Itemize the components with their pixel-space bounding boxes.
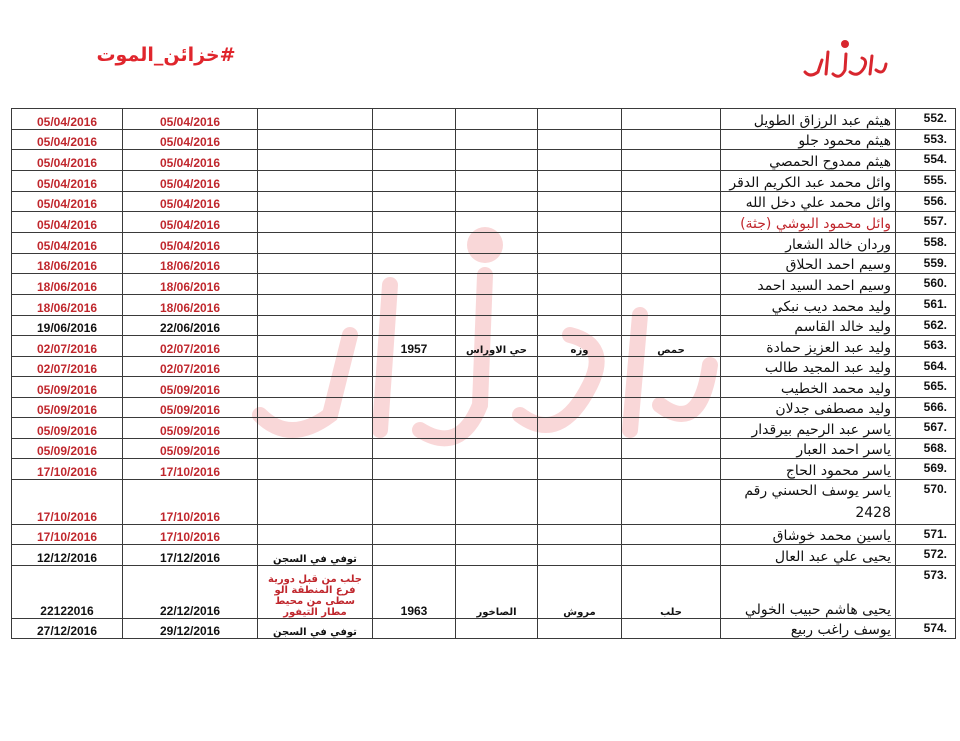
table-row (12, 150, 956, 171)
release-date: 19/06/2016 (12, 316, 123, 336)
table-row (12, 418, 956, 439)
person-name: هيثم عبد الرزاق الطويل (721, 109, 896, 130)
birth-year (373, 254, 456, 274)
governorate (622, 254, 721, 274)
row-number: 560. (896, 274, 956, 295)
record-date: 05/04/2016 (123, 130, 258, 150)
release-date: 05/04/2016 (12, 233, 123, 254)
notes (258, 171, 373, 192)
table-row (12, 109, 956, 130)
table-row (12, 130, 956, 150)
birth-year (373, 192, 456, 212)
person-name: هيثم محمود جلو (721, 130, 896, 150)
record-date: 22/06/2016 (123, 316, 258, 336)
area (538, 398, 622, 418)
governorate (622, 212, 721, 233)
birth-year (373, 619, 456, 639)
area (538, 171, 622, 192)
release-date: 17/10/2016 (12, 525, 123, 545)
notes (258, 274, 373, 295)
governorate: حمص (622, 336, 721, 357)
area (538, 130, 622, 150)
area (538, 316, 622, 336)
location (456, 357, 538, 377)
table-row (12, 480, 956, 525)
table-row (12, 212, 956, 233)
release-date: 05/09/2016 (12, 418, 123, 439)
zaman-alwasl-logo (800, 32, 890, 87)
row-number: 573. (896, 566, 956, 619)
person-name: ياسر احمد العبار (721, 439, 896, 459)
area (538, 480, 622, 525)
record-date: 29/12/2016 (123, 619, 258, 639)
record-date: 17/12/2016 (123, 545, 258, 566)
location (456, 130, 538, 150)
governorate (622, 192, 721, 212)
release-date: 02/07/2016 (12, 357, 123, 377)
row-number: 553. (896, 130, 956, 150)
table-row (12, 545, 956, 566)
area (538, 150, 622, 171)
release-date: 17/10/2016 (12, 459, 123, 480)
hashtag-title: #خزائن_الموت (96, 44, 236, 66)
location (456, 150, 538, 171)
notes (258, 480, 373, 525)
notes (258, 377, 373, 398)
record-date: 05/09/2016 (123, 377, 258, 398)
area (538, 254, 622, 274)
notes (258, 525, 373, 545)
table-row (12, 171, 956, 192)
birth-year (373, 150, 456, 171)
location (456, 545, 538, 566)
release-date: 05/04/2016 (12, 150, 123, 171)
table-row (12, 295, 956, 316)
location (456, 398, 538, 418)
record-date: 05/04/2016 (123, 171, 258, 192)
release-date: 18/06/2016 (12, 274, 123, 295)
location (456, 525, 538, 545)
table-row (12, 274, 956, 295)
birth-year (373, 130, 456, 150)
record-date: 05/09/2016 (123, 398, 258, 418)
person-name: وليد محمد الخطيب (721, 377, 896, 398)
governorate (622, 295, 721, 316)
notes (258, 418, 373, 439)
notes (258, 150, 373, 171)
governorate: حلب (622, 566, 721, 619)
notes (258, 398, 373, 418)
row-number: 562. (896, 316, 956, 336)
row-number: 552. (896, 109, 956, 130)
governorate (622, 439, 721, 459)
location: الصاخور (456, 566, 538, 619)
person-name: وليد محمد ديب نبكي (721, 295, 896, 316)
release-date: 27/12/2016 (12, 619, 123, 639)
birth-year (373, 109, 456, 130)
area (538, 377, 622, 398)
release-date: 05/04/2016 (12, 192, 123, 212)
table-row (12, 233, 956, 254)
location (456, 233, 538, 254)
birth-year (373, 398, 456, 418)
governorate (622, 545, 721, 566)
record-date: 05/04/2016 (123, 192, 258, 212)
birth-year: 1963 (373, 566, 456, 619)
governorate (622, 233, 721, 254)
person-name: ياسين محمد خوشاق (721, 525, 896, 545)
governorate (622, 109, 721, 130)
release-date: 05/09/2016 (12, 377, 123, 398)
row-number: 564. (896, 357, 956, 377)
notes: جلب من قبل دورية فرع المنطقة الو سطى من محيط مطار التيفور (258, 566, 373, 619)
person-name: وسيم احمد السيد احمد (721, 274, 896, 295)
area (538, 439, 622, 459)
person-name: وائل محمود البوشي (جثة) (721, 212, 896, 233)
record-date: 22/12/2016 (123, 566, 258, 619)
notes (258, 439, 373, 459)
release-date: 02/07/2016 (12, 336, 123, 357)
row-number: 569. (896, 459, 956, 480)
row-number: 574. (896, 619, 956, 639)
table-row (12, 192, 956, 212)
table-row (12, 357, 956, 377)
record-date: 18/06/2016 (123, 274, 258, 295)
governorate (622, 316, 721, 336)
release-date: 17/10/2016 (12, 480, 123, 525)
location (456, 439, 538, 459)
birth-year (373, 525, 456, 545)
location (456, 316, 538, 336)
location (456, 418, 538, 439)
table-row (12, 336, 956, 357)
birth-year (373, 212, 456, 233)
record-date: 17/10/2016 (123, 525, 258, 545)
row-number: 570. (896, 480, 956, 525)
release-date: 05/04/2016 (12, 212, 123, 233)
birth-year (373, 439, 456, 459)
location (456, 109, 538, 130)
birth-year (373, 233, 456, 254)
governorate (622, 357, 721, 377)
row-number: 557. (896, 212, 956, 233)
location (456, 192, 538, 212)
record-date: 05/04/2016 (123, 233, 258, 254)
governorate (622, 418, 721, 439)
row-number: 571. (896, 525, 956, 545)
notes (258, 109, 373, 130)
person-name: وائل محمد علي دخل الله (721, 192, 896, 212)
record-date: 17/10/2016 (123, 459, 258, 480)
notes: توفي في السجن (258, 619, 373, 639)
location (456, 377, 538, 398)
record-date: 02/07/2016 (123, 357, 258, 377)
governorate (622, 171, 721, 192)
row-number: 555. (896, 171, 956, 192)
release-date: 18/06/2016 (12, 295, 123, 316)
table-row (12, 377, 956, 398)
release-date: 05/09/2016 (12, 439, 123, 459)
record-date: 02/07/2016 (123, 336, 258, 357)
area: مروش (538, 566, 622, 619)
location (456, 212, 538, 233)
notes (258, 130, 373, 150)
governorate (622, 398, 721, 418)
row-number: 572. (896, 545, 956, 566)
notes (258, 254, 373, 274)
release-date: 05/04/2016 (12, 109, 123, 130)
release-date: 05/09/2016 (12, 398, 123, 418)
birth-year (373, 480, 456, 525)
person-name: يحيى هاشم حبيب الخولي (721, 566, 896, 619)
area (538, 212, 622, 233)
notes: توفي في السجن (258, 545, 373, 566)
notes (258, 357, 373, 377)
table-row (12, 459, 956, 480)
location (456, 459, 538, 480)
person-name: وسيم احمد الحلاق (721, 254, 896, 274)
birth-year (373, 171, 456, 192)
location (456, 171, 538, 192)
location: حي الاوراس (456, 336, 538, 357)
row-number: 558. (896, 233, 956, 254)
notes (258, 295, 373, 316)
notes (258, 212, 373, 233)
record-date: 05/09/2016 (123, 418, 258, 439)
release-date: 18/06/2016 (12, 254, 123, 274)
area (538, 295, 622, 316)
person-name: يحيى علي عبد العال (721, 545, 896, 566)
table-row (12, 316, 956, 336)
table-row (12, 398, 956, 418)
area (538, 418, 622, 439)
area: وزه (538, 336, 622, 357)
row-number: 567. (896, 418, 956, 439)
release-date: 05/04/2016 (12, 171, 123, 192)
table-row (12, 566, 956, 619)
birth-year (373, 418, 456, 439)
table-row (12, 254, 956, 274)
person-name: ياسر يوسف الحسني رقم 2428 (721, 480, 896, 525)
person-name: وليد خالد القاسم (721, 316, 896, 336)
person-name: هيثم ممدوح الحمصي (721, 150, 896, 171)
birth-year: 1957 (373, 336, 456, 357)
area (538, 619, 622, 639)
governorate (622, 377, 721, 398)
person-name: وليد مصطفى جدلان (721, 398, 896, 418)
location (456, 619, 538, 639)
area (538, 545, 622, 566)
row-number: 554. (896, 150, 956, 171)
area (538, 233, 622, 254)
governorate (622, 150, 721, 171)
person-name: وليد عبد المجيد طالب (721, 357, 896, 377)
birth-year (373, 377, 456, 398)
table-row (12, 619, 956, 639)
table-row (12, 439, 956, 459)
area (538, 109, 622, 130)
notes (258, 192, 373, 212)
area (538, 525, 622, 545)
location (456, 480, 538, 525)
record-date: 05/04/2016 (123, 109, 258, 130)
area (538, 459, 622, 480)
record-date: 18/06/2016 (123, 295, 258, 316)
person-name: وردان خالد الشعار (721, 233, 896, 254)
death-records-table (11, 108, 956, 639)
person-name: يوسف راغب ربيع (721, 619, 896, 639)
birth-year (373, 545, 456, 566)
row-number: 563. (896, 336, 956, 357)
birth-year (373, 295, 456, 316)
notes (258, 316, 373, 336)
record-date: 17/10/2016 (123, 480, 258, 525)
person-name: ياسر عبد الرحيم بيرقدار (721, 418, 896, 439)
release-date: 22122016 (12, 566, 123, 619)
governorate (622, 525, 721, 545)
notes (258, 459, 373, 480)
table-row (12, 525, 956, 545)
row-number: 565. (896, 377, 956, 398)
record-date: 05/09/2016 (123, 439, 258, 459)
governorate (622, 274, 721, 295)
release-date: 12/12/2016 (12, 545, 123, 566)
notes (258, 336, 373, 357)
birth-year (373, 357, 456, 377)
area (538, 192, 622, 212)
person-name: ياسر محمود الحاج (721, 459, 896, 480)
birth-year (373, 316, 456, 336)
row-number: 568. (896, 439, 956, 459)
birth-year (373, 274, 456, 295)
row-number: 556. (896, 192, 956, 212)
person-name: وليد عبد العزيز حمادة (721, 336, 896, 357)
area (538, 357, 622, 377)
row-number: 566. (896, 398, 956, 418)
record-date: 05/04/2016 (123, 150, 258, 171)
person-name: وائل محمد عبد الكريم الدقر (721, 171, 896, 192)
location (456, 295, 538, 316)
governorate (622, 459, 721, 480)
location (456, 274, 538, 295)
area (538, 274, 622, 295)
location (456, 254, 538, 274)
row-number: 559. (896, 254, 956, 274)
governorate (622, 619, 721, 639)
release-date: 05/04/2016 (12, 130, 123, 150)
birth-year (373, 459, 456, 480)
record-date: 18/06/2016 (123, 254, 258, 274)
governorate (622, 130, 721, 150)
record-date: 05/04/2016 (123, 212, 258, 233)
notes (258, 233, 373, 254)
row-number: 561. (896, 295, 956, 316)
governorate (622, 480, 721, 525)
